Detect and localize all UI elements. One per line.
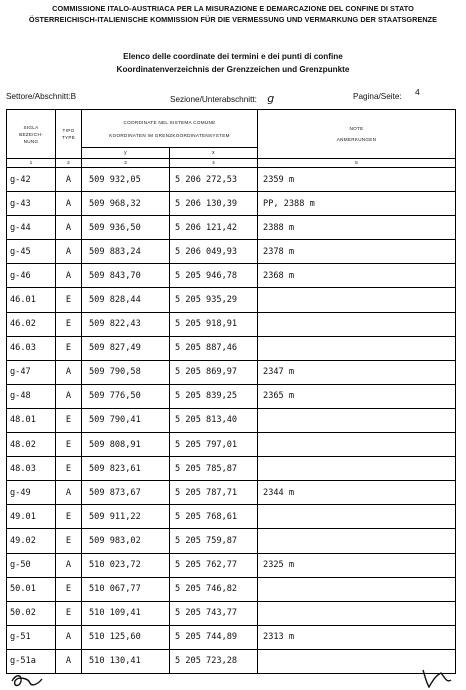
page-field [353, 92, 402, 101]
col-number-1: 1 [7, 159, 56, 168]
cell-tipo: E [56, 457, 82, 481]
handwritten-mark-left [8, 672, 46, 690]
cell-x: 5 206 272,53 [170, 168, 258, 192]
cell-y: 509 776,50 [82, 384, 170, 408]
cell-note [258, 577, 456, 601]
table-row [7, 360, 456, 384]
cell-note: 2388 m [258, 216, 456, 240]
cell-tipo: A [56, 384, 82, 408]
cell-y: 509 883,24 [82, 240, 170, 264]
document-title-german: Koordinatenverzeichnis der Grenzzeichen und Grenzpunkte [116, 65, 350, 74]
cell-sigla: 50.02 [7, 601, 56, 625]
table-row [7, 168, 456, 192]
coordinates-table [6, 109, 456, 674]
cell-sigla: g-43 [7, 192, 56, 216]
cell-tipo: E [56, 505, 82, 529]
cell-note [258, 336, 456, 360]
cell-sigla: 49.01 [7, 505, 56, 529]
cell-tipo: E [56, 408, 82, 432]
cell-sigla: g-51 [7, 625, 56, 649]
cell-note: 2347 m [258, 360, 456, 384]
col-header-x: x [170, 148, 258, 159]
sector-field [6, 92, 76, 101]
page-number: 4 [415, 87, 420, 97]
cell-y: 509 790,41 [82, 408, 170, 432]
cell-tipo: E [56, 577, 82, 601]
cell-x: 5 205 723,28 [170, 649, 258, 673]
cell-y: 509 983,02 [82, 529, 170, 553]
col-header-note [258, 110, 456, 159]
table-row [7, 649, 456, 673]
col-header-note-de: ANMERKUNGEN [336, 137, 377, 142]
table-row [7, 312, 456, 336]
commission-title-german: ÖSTERREICHISCH-ITALIENISCHE KOMMISSION FÜR DIE VERMESSUNG UND VERMARKUNG DER STAATSGRENZE [28, 15, 438, 24]
cell-x: 5 206 121,42 [170, 216, 258, 240]
col-header-tipo-it: TIPO [62, 128, 75, 133]
cell-y: 509 911,22 [82, 505, 170, 529]
cell-sigla: 46.03 [7, 336, 56, 360]
table-row [7, 505, 456, 529]
cell-sigla: g-50 [7, 553, 56, 577]
subsection-label: Sezione/Unterabschnitt: [170, 95, 257, 104]
col-header-coordinates-de: KOORDINATEN IM GRENZKOORDINATENSYSTEM [109, 132, 230, 138]
cell-y: 509 828,44 [82, 288, 170, 312]
table-row [7, 336, 456, 360]
subsection-value: g [267, 92, 275, 105]
cell-sigla: g-44 [7, 216, 56, 240]
cell-tipo: A [56, 649, 82, 673]
cell-tipo: E [56, 433, 82, 457]
cell-tipo: E [56, 312, 82, 336]
cell-y: 509 936,50 [82, 216, 170, 240]
cell-note [258, 529, 456, 553]
cell-y: 510 130,41 [82, 649, 170, 673]
cell-tipo: E [56, 529, 82, 553]
cell-sigla: g-45 [7, 240, 56, 264]
cell-note [258, 288, 456, 312]
cell-y: 509 873,67 [82, 481, 170, 505]
cell-tipo: E [56, 336, 82, 360]
col-header-tipo [56, 110, 82, 159]
cell-x: 5 206 049,93 [170, 240, 258, 264]
commission-title-italian: COMMISSIONE ITALO-AUSTRIACA PER LA MISURAZIONE E DEMARCAZIONE DEL CONFINE DI STATO [52, 4, 414, 13]
document-title-italian: Elenco delle coordinate dei termini e dei punti di confine [123, 52, 343, 61]
col-header-tipo-de: TYPE [61, 135, 76, 140]
cell-note [258, 457, 456, 481]
table-row [7, 384, 456, 408]
cell-y: 509 808,91 [82, 433, 170, 457]
table-row [7, 601, 456, 625]
table-row [7, 577, 456, 601]
cell-x: 5 205 918,91 [170, 312, 258, 336]
cell-x: 5 205 743,77 [170, 601, 258, 625]
cell-tipo: E [56, 288, 82, 312]
cell-sigla: g-47 [7, 360, 56, 384]
cell-tipo: A [56, 360, 82, 384]
cell-x: 5 205 946,78 [170, 264, 258, 288]
col-header-coordinates-it: COORDINATE NEL SISTEMA COMUNE [123, 119, 216, 125]
cell-note [258, 433, 456, 457]
page-label: Pagina/Seite: [353, 92, 402, 101]
table-row [7, 192, 456, 216]
handwritten-signature-right [415, 668, 455, 690]
cell-x: 5 205 839,25 [170, 384, 258, 408]
cell-y: 509 843,70 [82, 264, 170, 288]
cell-note: 2344 m [258, 481, 456, 505]
col-header-sigla-de: BEZEICH-NUNG [19, 131, 43, 144]
cell-x: 5 205 744,89 [170, 625, 258, 649]
cell-y: 509 932,05 [82, 168, 170, 192]
cell-note: 2365 m [258, 384, 456, 408]
table-row [7, 625, 456, 649]
cell-tipo: A [56, 192, 82, 216]
cell-sigla: 50.01 [7, 577, 56, 601]
cell-y: 509 790,58 [82, 360, 170, 384]
cell-x: 5 205 935,29 [170, 288, 258, 312]
cell-note: 2359 m [258, 168, 456, 192]
cell-note [258, 408, 456, 432]
cell-sigla: 48.03 [7, 457, 56, 481]
cell-note: 2378 m [258, 240, 456, 264]
cell-note: PP, 2388 m [258, 192, 456, 216]
col-header-y: y [82, 148, 170, 159]
cell-x: 5 205 746,82 [170, 577, 258, 601]
cell-x: 5 205 869,97 [170, 360, 258, 384]
col-header-sigla [7, 110, 56, 159]
cell-sigla: g-42 [7, 168, 56, 192]
cell-y: 510 023,72 [82, 553, 170, 577]
table-row [7, 529, 456, 553]
table-row [7, 240, 456, 264]
cell-tipo: A [56, 240, 82, 264]
col-header-sigla-it: SIGLA [23, 124, 39, 130]
cell-tipo: E [56, 601, 82, 625]
cell-x: 5 205 797,01 [170, 433, 258, 457]
col-number-3: 3 [82, 159, 170, 168]
cell-x: 5 205 787,71 [170, 481, 258, 505]
cell-sigla: 48.02 [7, 433, 56, 457]
cell-sigla: 48.01 [7, 408, 56, 432]
cell-y: 510 109,41 [82, 601, 170, 625]
cell-note: 2313 m [258, 625, 456, 649]
cell-note: 2325 m [258, 553, 456, 577]
table-row [7, 288, 456, 312]
table-row [7, 481, 456, 505]
cell-x: 5 205 813,40 [170, 408, 258, 432]
col-number-2: 2 [56, 159, 82, 168]
cell-x: 5 205 887,46 [170, 336, 258, 360]
cell-y: 509 827,49 [82, 336, 170, 360]
cell-sigla: 46.01 [7, 288, 56, 312]
cell-tipo: A [56, 553, 82, 577]
cell-tipo: A [56, 481, 82, 505]
cell-tipo: A [56, 264, 82, 288]
cell-note [258, 505, 456, 529]
col-number-5: 5 [258, 159, 456, 168]
cell-x: 5 206 130,39 [170, 192, 258, 216]
cell-sigla: g-48 [7, 384, 56, 408]
cell-y: 509 968,32 [82, 192, 170, 216]
cell-note: 2368 m [258, 264, 456, 288]
table-row [7, 408, 456, 432]
col-header-note-it: NOTE [349, 126, 364, 131]
col-header-coordinates [82, 110, 258, 148]
cell-x: 5 205 762,77 [170, 553, 258, 577]
cell-sigla: 49.02 [7, 529, 56, 553]
cell-tipo: A [56, 625, 82, 649]
cell-y: 510 125,60 [82, 625, 170, 649]
cell-tipo: A [56, 168, 82, 192]
cell-sigla: g-49 [7, 481, 56, 505]
table-row [7, 553, 456, 577]
cell-x: 5 205 785,87 [170, 457, 258, 481]
cell-y: 509 822,43 [82, 312, 170, 336]
table-row [7, 433, 456, 457]
sector-value: B [70, 92, 77, 101]
cell-sigla: g-51a [7, 649, 56, 673]
table-row [7, 264, 456, 288]
cell-x: 5 205 759,87 [170, 529, 258, 553]
subsection-field [170, 92, 274, 105]
cell-note [258, 601, 456, 625]
cell-tipo: A [56, 216, 82, 240]
cell-x: 5 205 768,61 [170, 505, 258, 529]
col-number-4: 4 [170, 159, 258, 168]
cell-note [258, 312, 456, 336]
cell-y: 510 067,77 [82, 577, 170, 601]
sector-label: Settore/Abschnitt: [6, 92, 71, 101]
cell-y: 509 823,61 [82, 457, 170, 481]
cell-sigla: g-46 [7, 264, 56, 288]
table-row [7, 216, 456, 240]
cell-sigla: 46.02 [7, 312, 56, 336]
table-row [7, 457, 456, 481]
